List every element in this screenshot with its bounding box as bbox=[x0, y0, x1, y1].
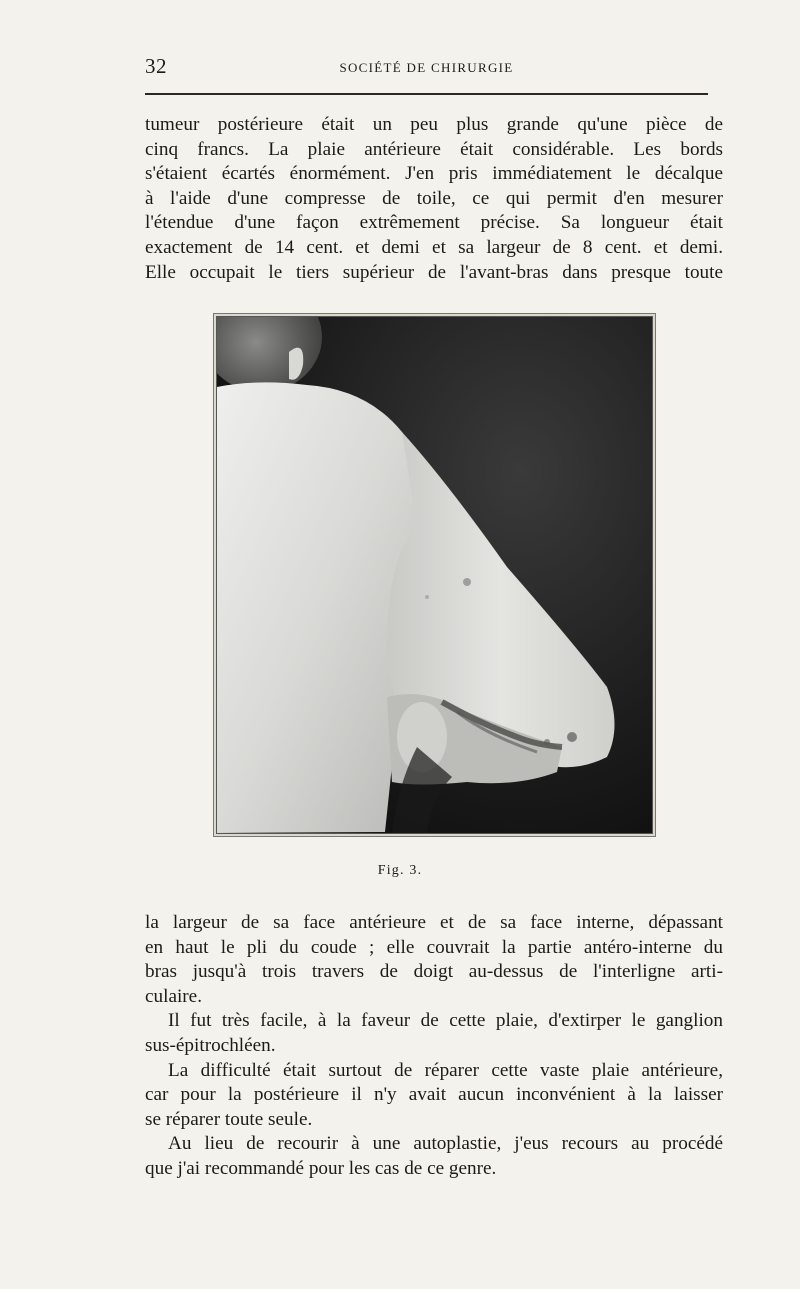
text-line: car pour la postérieure il n'y avait aucun inconvénient à la laisser bbox=[145, 1084, 723, 1106]
text-line: s'étaient écartés énormément. J'en pris immédiatement le décalque bbox=[145, 163, 723, 185]
text-line: l'étendue d'une façon extrêmement précise. Sa longueur était bbox=[145, 212, 723, 234]
page-header bbox=[145, 52, 708, 82]
text-after-figure bbox=[145, 911, 723, 1182]
text-before-figure bbox=[145, 113, 723, 285]
text-line: Elle occupait le tiers supérieur de l'avant-bras dans presque toute bbox=[145, 261, 723, 283]
text-line: à l'aide d'une compresse de toile, ce qui permit d'en mesurer bbox=[145, 187, 723, 209]
text-line: bras jusqu'à trois travers de doigt au-dessus de l'interligne arti- bbox=[145, 961, 723, 983]
clinical-photograph bbox=[216, 316, 653, 834]
text-line: se réparer toute seule. bbox=[145, 1108, 313, 1130]
text-line: en haut le pli du coude ; elle couvrait la partie antéro-interne du bbox=[145, 936, 723, 958]
running-head: SOCIÉTÉ DE CHIRURGIE bbox=[339, 60, 514, 75]
text-line: exactement de 14 cent. et demi et sa largeur de 8 cent. et demi. bbox=[145, 236, 723, 258]
text-line: culaire. bbox=[145, 985, 202, 1007]
text-line: cinq francs. La plaie antérieure était considérable. Les bords bbox=[145, 138, 723, 160]
text-line: Il fut très facile, à la faveur de cette plaie, d'extirper le ganglion bbox=[168, 1010, 723, 1032]
text-line: sus-épitrochléen. bbox=[145, 1034, 276, 1056]
header-rule bbox=[145, 93, 708, 95]
text-line: Au lieu de recourir à une autoplastie, j'eus recours au procédé bbox=[168, 1133, 723, 1155]
text-line: la largeur de sa face antérieure et de sa face interne, dépassant bbox=[145, 912, 723, 933]
text-line: tumeur postérieure était un peu plus grande qu'une pièce de bbox=[145, 114, 723, 135]
text-line: que j'ai recommandé pour les cas de ce genre. bbox=[145, 1157, 497, 1179]
figure-caption: Fig. 3. bbox=[377, 863, 423, 878]
page-number: 32 bbox=[145, 54, 167, 78]
text-line: La difficulté était surtout de réparer cette vaste plaie antérieure, bbox=[168, 1059, 723, 1081]
